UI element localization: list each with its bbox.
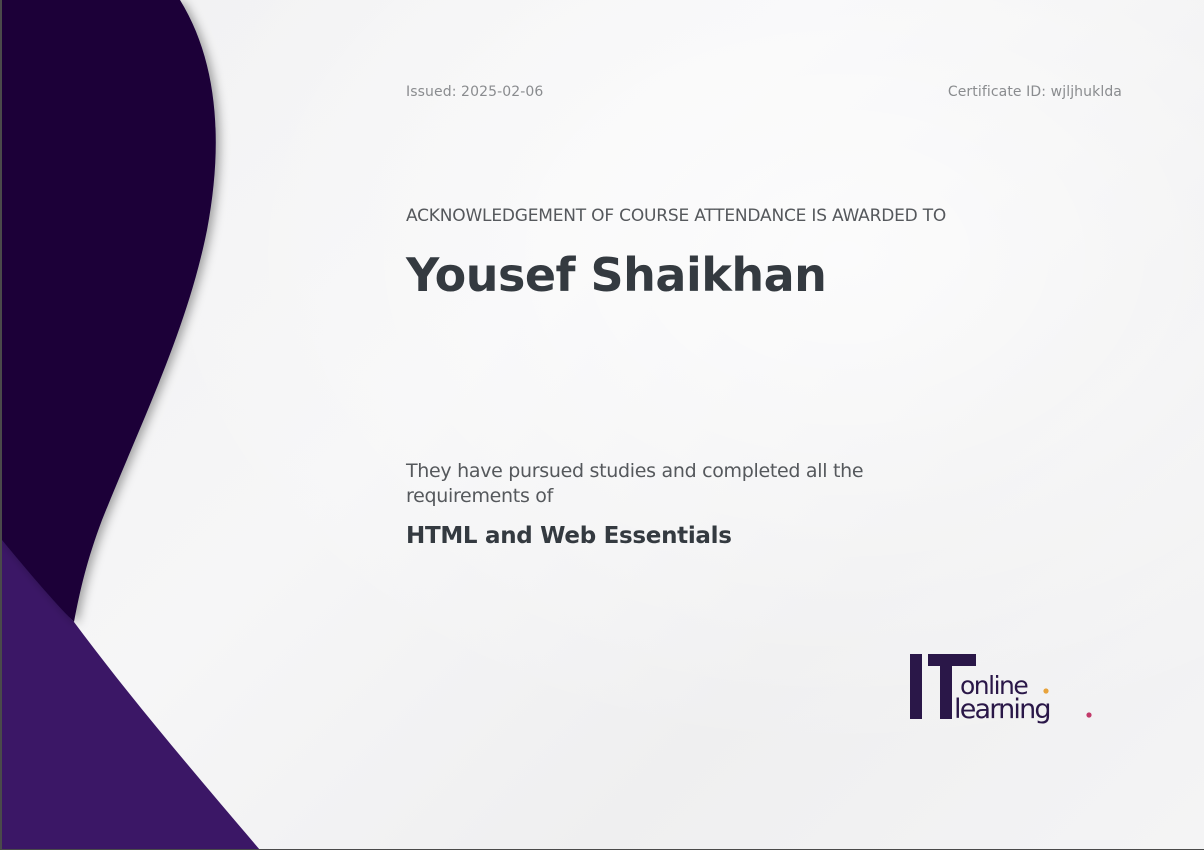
recipient-name: Yousef Shaikhan [406, 248, 827, 302]
upper-dark-swoosh [2, 0, 216, 622]
decorative-wave-shape [2, 0, 302, 850]
completion-statement: They have pursued studies and completed all the requirements of [406, 460, 864, 507]
logo-dot-gold [1043, 688, 1048, 693]
course-name: HTML and Web Essentials [406, 523, 732, 549]
certificate-id: Certificate ID: wjljhuklda [947, 84, 1122, 100]
it-online-learning-logo [908, 650, 1098, 726]
logo-i-bar [910, 654, 922, 719]
acknowledgement-heading: ACKNOWLEDGEMENT OF COURSE ATTENDANCE IS AWARDED TO [406, 206, 947, 226]
logo-t-stem [940, 654, 952, 719]
issued-date: Issued: 2025-02-06 [406, 84, 544, 100]
logo-dot-pink [1086, 712, 1091, 717]
logo-text-learning: learning [954, 694, 1050, 725]
logo-text-online: online [960, 671, 1028, 700]
